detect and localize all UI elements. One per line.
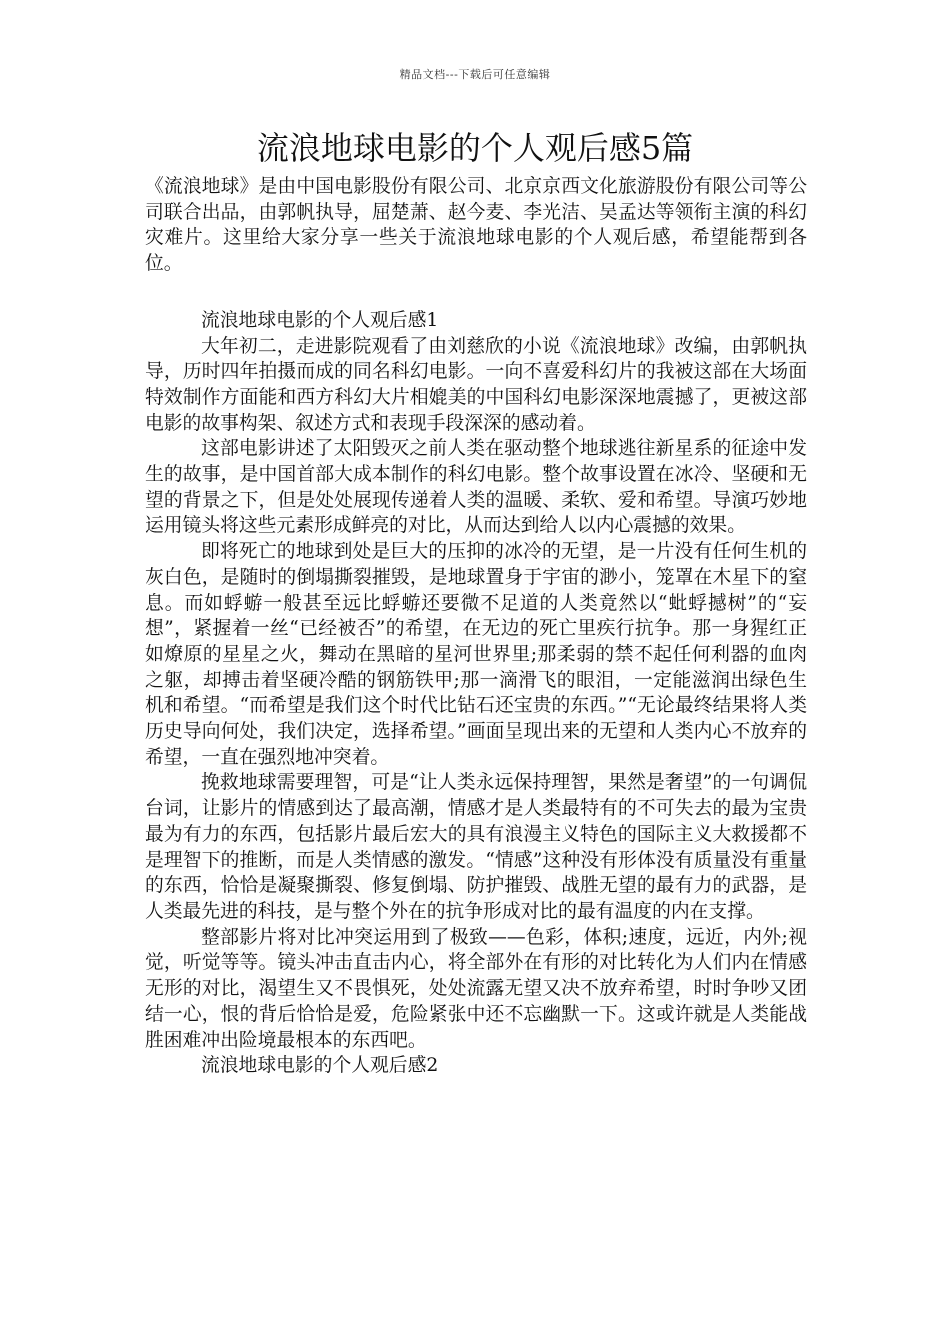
- section-heading-1: 流浪地球电影的个人观后感1: [201, 309, 439, 331]
- page-title: 流浪地球电影的个人观后感5篇: [256, 129, 694, 167]
- body-paragraph: 挽救地球需要理智，可是“让人类永远保持理智，果然是奢望”的一句调侃台词，让影片的情感到达了最高潮，情感才是人类最特有的不可失去的最为宝贵最为有力的东西，包括影片最后宏大的具有浪漫主义特色的国际主义大救援都不是理智下的推断，而是人类情感的激发。“情感”这种没有形体没有质量没有重量的东西，恰恰是凝聚撕裂、修复倒塌、防护摧毁、战胜无望的最有力的武器，是人类最先进的科技，是与整个外在的抗争形成对比的最有温度的内在支撑。: [145, 772, 807, 922]
- body-paragraph: 这部电影讲述了太阳毁灭之前人类在驱动整个地球逃往新星系的征途中发生的故事，是中国首部大成本制作的科幻电影。整个故事设置在冰冷、坚硬和无望的背景之下，但是处处展现传递着人类的温暖、柔软、爱和希望。导演巧妙地运用镜头将这些元素形成鲜亮的对比，从而达到给人以内心震撼的效果。: [145, 438, 807, 537]
- section-heading-2: 流浪地球电影的个人观后感2: [201, 1055, 439, 1077]
- header-note: 精品文档---下载后可任意编辑: [399, 68, 551, 81]
- document-body: [145, 174, 807, 1079]
- body-paragraph: 整部影片将对比冲突运用到了极致——色彩，体积;速度，远近，内外;视觉，听觉等等。镜头冲击直击内心，将全部外在有形的对比转化为人们内在情感无形的对比，渴望生又不畏惧死，处处流露无望又决不放弃希望，时时争吵又团结一心，恨的背后恰恰是爱，危险紧张中还不忘幽默一下。这或许就是人类能战胜困难冲出险境最根本的东西吧。: [145, 926, 807, 1051]
- body-paragraph: 即将死亡的地球到处是巨大的压抑的冰冷的无望，是一片没有任何生机的灰白色，是随时的倒塌撕裂摧毁，是地球置身于宇宙的渺小，笼罩在木星下的窒息。而如蜉蝣一般甚至远比蜉蝣还要微不足道的人类竟然以“蚍蜉撼树”的“妄想”，紧握着一丝“已经被否”的希望，在无边的死亡里疾行抗争。那一身猩红正如燎原的星星之火，舞动在黑暗的星河世界里;那柔弱的禁不起任何利器的血肉之躯，却搏击着坚硬冷酷的钢筋铁甲;那一滴滑飞的眼泪，一定能滋润出绿色生机和希望。“而希望是我们这个时代比钻石还宝贵的东西。”“无论最终结果将人类历史导向何处，我们决定，选择希望。”画面呈现出来的无望和人类内心不放弃的希望，一直在强烈地冲突着。: [145, 541, 807, 768]
- body-paragraph: 大年初二，走进影院观看了由刘慈欣的小说《流浪地球》改编，由郭帆执导，历时四年拍摄而成的同名科幻电影。一向不喜爱科幻片的我被这部在大场面特效制作方面能和西方科幻大片相媲美的中国科幻电影深深地震撼了，更被这部电影的故事构架、叙述方式和表现手段深深的感动着。: [145, 335, 807, 434]
- intro-paragraph: 《流浪地球》是由中国电影股份有限公司、北京京西文化旅游股份有限公司等公司联合出品，由郭帆执导，屈楚萧、赵今麦、李光洁、吴孟达等领衔主演的科幻灾难片。这里给大家分享一些关于流浪地球电影的个人观后感，希望能帮到各位。: [145, 176, 807, 275]
